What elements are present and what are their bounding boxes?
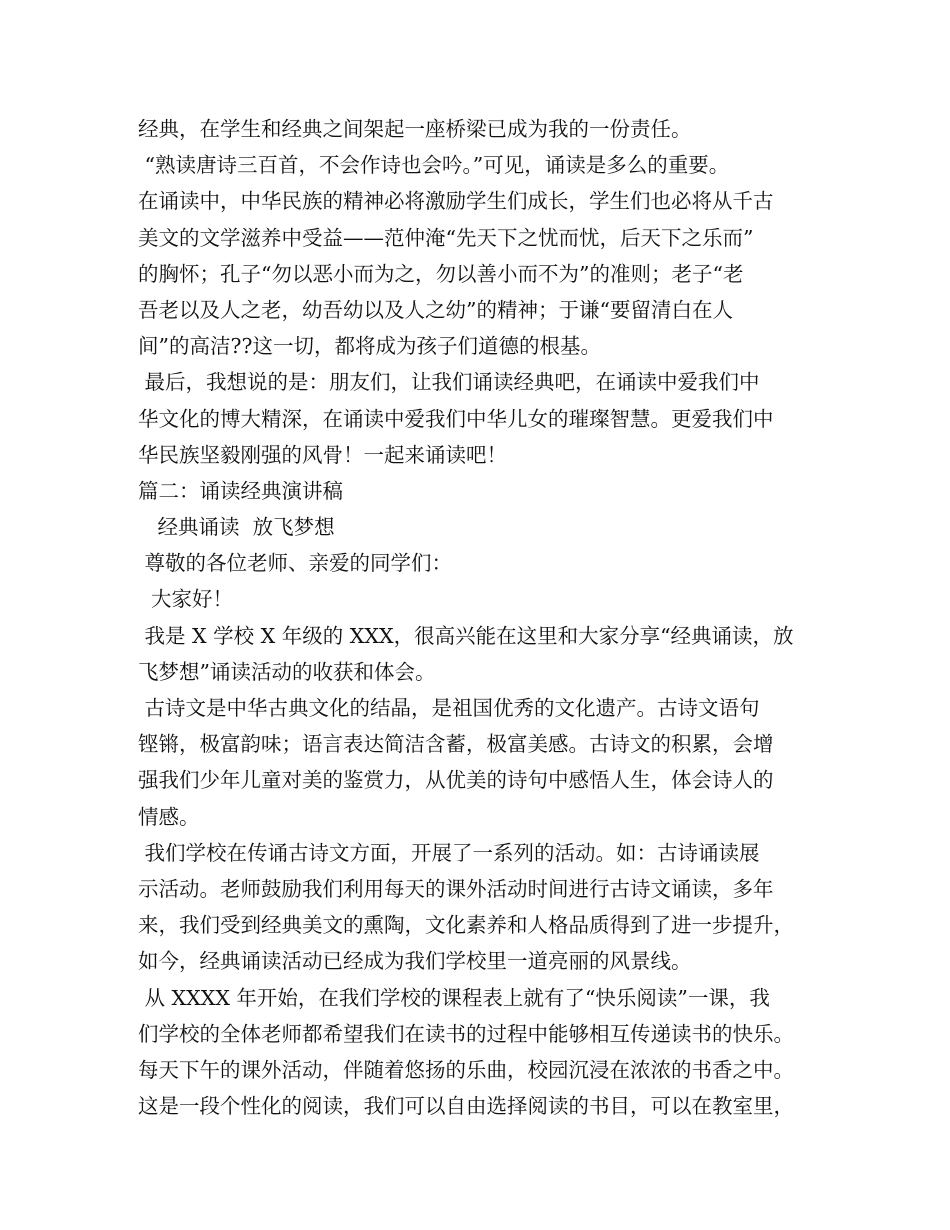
text-line: 古诗文是中华古典文化的结晶，是祖国优秀的文化遗产。古诗文语句 [138, 696, 760, 720]
document-body [138, 111, 828, 1124]
text-line: 华文化的博大精深，在诵读中爱我们中华儿女的璀璨智慧。更爱我们中 [138, 406, 774, 431]
text-line: 情感。 [138, 804, 200, 829]
text-line: 的胸怀；孔子“勿以恶小而为之，勿以善小而不为”的准则；老子“老 [138, 261, 744, 286]
text-line: 从 XXXX 年开始，在我们学校的课程表上就有了“快乐阅读”一课，我 [138, 985, 770, 1010]
text-line: 我是 X 学校 X 年级的 XXX，很高兴能在这里和大家分享“经典诵读，放 [138, 623, 794, 648]
text-line: 间”的高洁??这一切，都将成为孩子们道德的根基。 [138, 334, 601, 359]
text-line: 华民族坚毅刚强的风骨！一起来诵读吧！ [138, 442, 507, 467]
text-line: 我们学校在传诵古诗文方面，开展了一系列的活动。如：古诗诵读展 [138, 840, 760, 865]
text-line: 最后，我想说的是：朋友们，让我们诵读经典吧，在诵读中爱我们中 [138, 370, 760, 395]
greeting: 大家好！ [138, 587, 234, 612]
text-line: 经典，在学生和经典之间架起一座桥梁已成为我的一份责任。 [138, 117, 692, 141]
text-line: 美文的文学滋养中受益——范仲淹“先天下之忧而忧，后天下之乐而” [138, 225, 754, 250]
text-line: 每天下午的课外活动，伴随着悠扬的乐曲，校园沉浸在浓浓的书香之中。 [138, 1057, 794, 1082]
text-line: 来，我们受到经典美文的熏陶，文化素养和人格品质得到了进一步提升， [138, 913, 794, 938]
salutation: 尊敬的各位老师、亲爱的同学们： [138, 551, 453, 576]
section-heading: 篇二：诵读经典演讲稿 [138, 478, 343, 503]
text-line: 铿锵，极富韵味；语言表达简洁含蓄，极富美感。古诗文的积累，会增 [138, 732, 774, 757]
text-line: “熟读唐诗三百首，不会作诗也会吟。”可见，诵读是多么的重要。 [138, 153, 730, 178]
text-line: 吾老以及人之老，幼吾幼以及人之幼”的精神；于谦“要留清白在人 [138, 297, 733, 322]
text-line: 强我们少年儿童对美的鉴赏力，从优美的诗句中感悟人生，体会诗人的 [138, 768, 774, 793]
text-line: 如今，经典诵读活动已经成为我们学校里一道亮丽的风景线。 [138, 949, 692, 974]
text-line: 在诵读中，中华民族的精神必将激励学生们成长，学生们也必将从千古 [138, 189, 774, 214]
speech-title: 经典诵读 放飞梦想 [138, 515, 335, 540]
text-line: 飞梦想”诵读活动的收获和体会。 [138, 659, 436, 684]
text-line: 这是一段个性化的阅读，我们可以自由选择阅读的书目，可以在教室里， [138, 1094, 794, 1119]
text-line: 们学校的全体老师都希望我们在读书的过程中能够相互传递读书的快乐。 [138, 1021, 794, 1046]
text-line: 示活动。老师鼓励我们利用每天的课外活动时间进行古诗文诵读，多年 [138, 876, 774, 901]
